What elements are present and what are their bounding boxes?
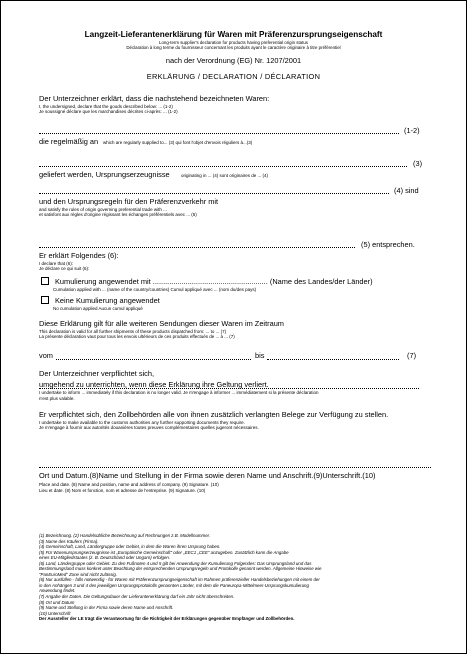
- cumulation-applied-translation: Cumulation applied with ... (name of the country/countries) Cumul appliqué avec ... (nom du/des pays): [53, 287, 257, 292]
- evidence-french: Je m'engage à fournir aux autorités douanières toutes preuves complémentaires quelles jugeront nécessaires.: [39, 425, 259, 430]
- footnote: eines EU-Mitgliedstaates (z. B. Deutschland oder Ungarn) erfolgen.: [39, 555, 171, 561]
- validity-german: Diese Erklärung gilt für alle weiteren Sendungen dieser Waren im Zeitraum: [39, 319, 284, 328]
- regularly-supplied-german: die regelmäßig an: [39, 137, 99, 146]
- buyer-line: [39, 166, 407, 167]
- cumulation-applied-label: Kumulierung angewendet mit: [55, 277, 151, 286]
- footnote: (7) Angabe der Daten. Die Geltungsdauer der Lieferantenerklärung darf ein Jahr nicht überschreiten.: [39, 594, 235, 600]
- further-declaration-english: I declare that (6):: [39, 261, 74, 266]
- validity-french: La présente déclaration vaut pour tous les envois ultérieurs de ces produits effectués de ... à ... (7): [39, 334, 235, 339]
- signature-line[interactable]: [39, 467, 431, 468]
- title-french: Déclaration à long terme du fournisseur concernant les produits ayant le caractère originaire à titre préférentiel: [126, 45, 341, 50]
- inform-french: n'est plus valable.: [39, 396, 75, 401]
- country-placeholder: (Name des Landes/der Länder): [269, 277, 373, 286]
- originating-german: geliefert werden, Ursprungserzeugnisse: [39, 170, 170, 179]
- regulation-reference: nach der Verordnung (EG) Nr. 1207/2001: [165, 56, 302, 65]
- declaration-heading: ERKLÄRUNG / DECLARATION / DÉCLARATION: [146, 72, 321, 81]
- evidence-german: Er verpflichtet sich, den Zollbehörden alle von ihnen zusätzlich verlangten Belege zur Verfügung zu stellen.: [39, 410, 389, 419]
- note-ref-5: (5) entsprechen.: [361, 240, 415, 249]
- footnote: (3) Name des Käufers (Firma).: [39, 538, 99, 544]
- cumulation-applied-checkbox[interactable]: [41, 277, 49, 285]
- rules-german: und den Ursprungsregeln für den Präferenzverkehr mit: [39, 197, 219, 206]
- note-ref-1-2: (1-2): [404, 126, 420, 135]
- signature-label-german: Ort und Datum.(8)Name und Stellung in der Firma sowie deren Name und Anschrift.(9)Unterschrift.(10): [39, 471, 376, 480]
- period-from-label: vom: [39, 351, 53, 360]
- responsibility-note: Der Aussteller der LE trägt die Verantwortung für die Richtigkeit der Erklärungen gegenüber Empfänger und Zollbehörden.: [39, 616, 295, 622]
- regularly-supplied-translation: which are regularly supplied to... (3) qui font l'objet d'envois réguliers à...(3): [103, 140, 253, 145]
- goods-description-line: [39, 133, 399, 134]
- no-cumulation-label: Keine Kumulierung angewendet: [55, 296, 160, 305]
- rules-french: et satisfont aux règles d'origine régissant les échanges préférentiels avec ... (5): [39, 212, 197, 217]
- footnote: (9) Name und Stellung in der Firma sowie deren Name und Anschrift.: [39, 605, 174, 611]
- country-dots: ........................................................: [152, 277, 268, 286]
- originating-translation: originating in ... (4) sont originaires de ... (4): [181, 173, 269, 178]
- footnote: Anwendung findet.: [39, 588, 76, 594]
- form-title: Langzeit-Lieferantenerklärung für Waren mit Präferenzursprungseigenschaft: [84, 30, 383, 39]
- footnote: (1) Bezeichnung. (2) Handelsübliche Bezeichnung auf Rechnungen z.B. Modellnummer.: [39, 533, 211, 538]
- no-cumulation-translation: No cumulation applied Aucun cumul appliqué: [53, 306, 143, 311]
- footnote: (6) Nur ausfüllen - falls notwendig - für Waren mit Präferenzursprungseigenschaft im Rahmen präferenzieller Handelsbeziehungen mit einem der: [39, 577, 320, 583]
- intro-german: Der Unterzeichner erklärt, dass die nachstehend bezeichneten Waren:: [39, 94, 270, 103]
- footnotes: [39, 533, 431, 622]
- origin-line: [39, 193, 389, 194]
- further-declaration-french: Je déclare ce qui suit (6):: [39, 266, 90, 271]
- footnote: Bestimmungsland muss konkret unter Beachtung der entsprechenden Ursprungsregeln und Protokolle genannt werden. Allgemeine Hinweise wie: [39, 566, 322, 572]
- footnote: (6) Land, Ländergruppe oder Gebiet. Zu den Fußnoten 4 und 5 gilt bei Anwendung der Kumulierung Folgendes: Das Ursprungsland und das: [39, 560, 312, 566]
- footnote: in den Anhängen 3 und 4 des jeweiligen Ursprungsprotokolls genannten Länder, mit dem die Paneuropa-Mittelmeer-Ursprungskumulierung: [39, 582, 309, 588]
- period-from-field[interactable]: [56, 359, 251, 360]
- footnote: "PanEuroMed" Zone sind nicht zulässig.: [39, 571, 118, 577]
- intro-english: I, the undersigned, declare that the goods described below: ... (1-2): [39, 104, 173, 109]
- note-ref-3: (3): [413, 159, 423, 168]
- validity-english: This declaration is valid for all further shipments of these products dispatched from: ... to ... (7): [39, 329, 227, 334]
- no-cumulation-option[interactable]: [41, 296, 160, 305]
- footnote: (8) Ort und Datum: [39, 599, 75, 605]
- note-ref-7: (7): [407, 351, 417, 360]
- title-english: Long-term supplier's declaration for products having preferential origin status: [159, 40, 308, 45]
- inform-german-1: Der Unterzeichner verpflichtet sich,: [39, 369, 155, 378]
- cumulation-applied-option[interactable]: [41, 277, 373, 286]
- intro-french: Je soussigné déclare que les marchandises décrites ci-après: ... (1-2): [39, 109, 178, 114]
- inform-english: I undertake to inform ... immediately if this declaration is no longer valid. Je m'engage à informer ... immédiatement si la présente déclaration: [39, 390, 319, 395]
- footnote: (4) Gemeinschaft, Land, Ländergruppe oder Gebiet, in dem die Waren ihren Ursprung haben.: [39, 544, 221, 550]
- footnote: (5) Für Warenursprungserzeugnisse ist „Europäische Gemeinschaft" oder „EEC1 „CEE" anzugeben. Zusätzlich kann die Angabe: [39, 549, 289, 555]
- no-cumulation-checkbox[interactable]: [41, 296, 49, 304]
- rules-english: and satisfy the rules of origin governing preferential trade with ...: [39, 207, 167, 212]
- note-ref-4: (4) sind: [394, 186, 419, 195]
- inform-german-2: umgehend zu unterrichten, wenn diese Erklärung ihre Geltung verliert.: [39, 380, 269, 389]
- signature-label-french: Lieu et date. (8) Nom et fonction, nom et adresse de l'entreprise. (9) Signature. (10): [39, 488, 206, 493]
- preferential-trade-line: [39, 247, 355, 248]
- footnote: (10) Unterschrift: [39, 610, 71, 616]
- further-declaration-german: Er erklärt Folgendes (6):: [39, 251, 119, 260]
- period-to-label: bis: [255, 351, 265, 360]
- signature-label-english: Place and date. (8) Name and position, name and address of company. (9) Signature. (10): [39, 482, 219, 487]
- period-to-field[interactable]: [267, 359, 399, 360]
- evidence-english: I undertake to make available to the customs authorities any further supporting documents they require.: [39, 420, 245, 425]
